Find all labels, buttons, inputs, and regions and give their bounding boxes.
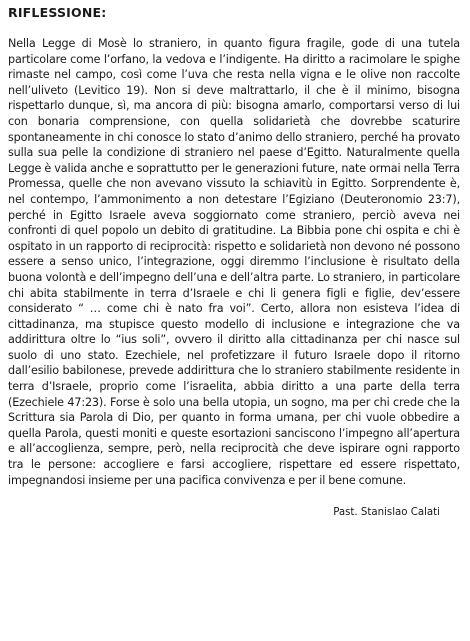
section-heading: RIFLESSIONE: xyxy=(8,5,107,20)
reflection-body: Nella Legge di Mosè lo straniero, in quanto figura fragile, gode di una tutela particolare come l’orfano, la vedova e l’indigente. Ha diritto a racimolare le spighe rimaste nel campo, così come l’uva che resta nella vigna e le olive non raccolte nell’uliveto (Levitico 19). Non si deve maltrattarlo, il che è il minimo, bisogna rispettarlo dunque, sì, ma ancora di più: bisogna amarlo, comportarsi verso di lui con bonaria comprensione, con quella solidarietà che dovrebbe scaturire spontaneamente in chi conosce lo stato d’animo dello straniero, perché ha provato sulla sua pelle la condizione di straniero nel paese d’Egitto. Naturalmente quella Legge è valida anche e soprattutto per le generazioni future, nate ormai nella Terra Promessa, quelle che non avevano vissuto la schiavitù in Egitto. Sorprendente è, nel contempo, l’ammonimento a non detestare l’Egiziano (Deuteronomio 23:7), perché in Egitto Israele aveva soggiornato come straniero, perciò aveva nei confronti di quel popolo un debito di gratitudine. La Bibbia pone chi ospita e chi è ospitato in un rapporto di reciprocità: rispetto e solidarietà non devono né possono essere a senso unico, l’integrazione, oggi diremmo l’inclusione è risultato della buona volontà e dell’impegno dell’una e dell’altra parte. Lo straniero, in particolare chi abita stabilmente in terra d’Israele e chi li genera figli e figlie, dev’essere considerato “ … come chi è nato fra voi”. Certo, allora non esisteva l’idea di cittadinanza, ma stupisce questo modello di inclusione e integrazione che va addirittura oltre lo “ius soli”, ovvero il diritto alla cittadinanza per chi nasce sul suolo di uno stato. Ezechiele, nel profetizzare il futuro Israele dopo il ritorno dall’esilio babilonese, prevede addirittura che lo straniero stabilmente residente in terra d’Israele, proprio come l’israelita, abbia diritto a una parte della terra (Ezechiele 47:23). Forse è solo una bella utopia, un sogno, ma per chi crede che la Scrittura sia Parola di Dio, per quanto in forma umana, per chi vuole obbedire a quella Parola, questi moniti e queste esortazioni sanciscono l’impegno all’apertura e all’accoglienza, sempre, però, nella reciprocità che deve ispirare ogni rapporto tra le persone: accogliere e farsi accogliere, rispettare ed essere rispettato, impegnandosi insieme per una pacifica convivenza e per il bene comune. xyxy=(8,37,460,487)
author-signature: Past. Stanislao Calati xyxy=(333,507,440,519)
